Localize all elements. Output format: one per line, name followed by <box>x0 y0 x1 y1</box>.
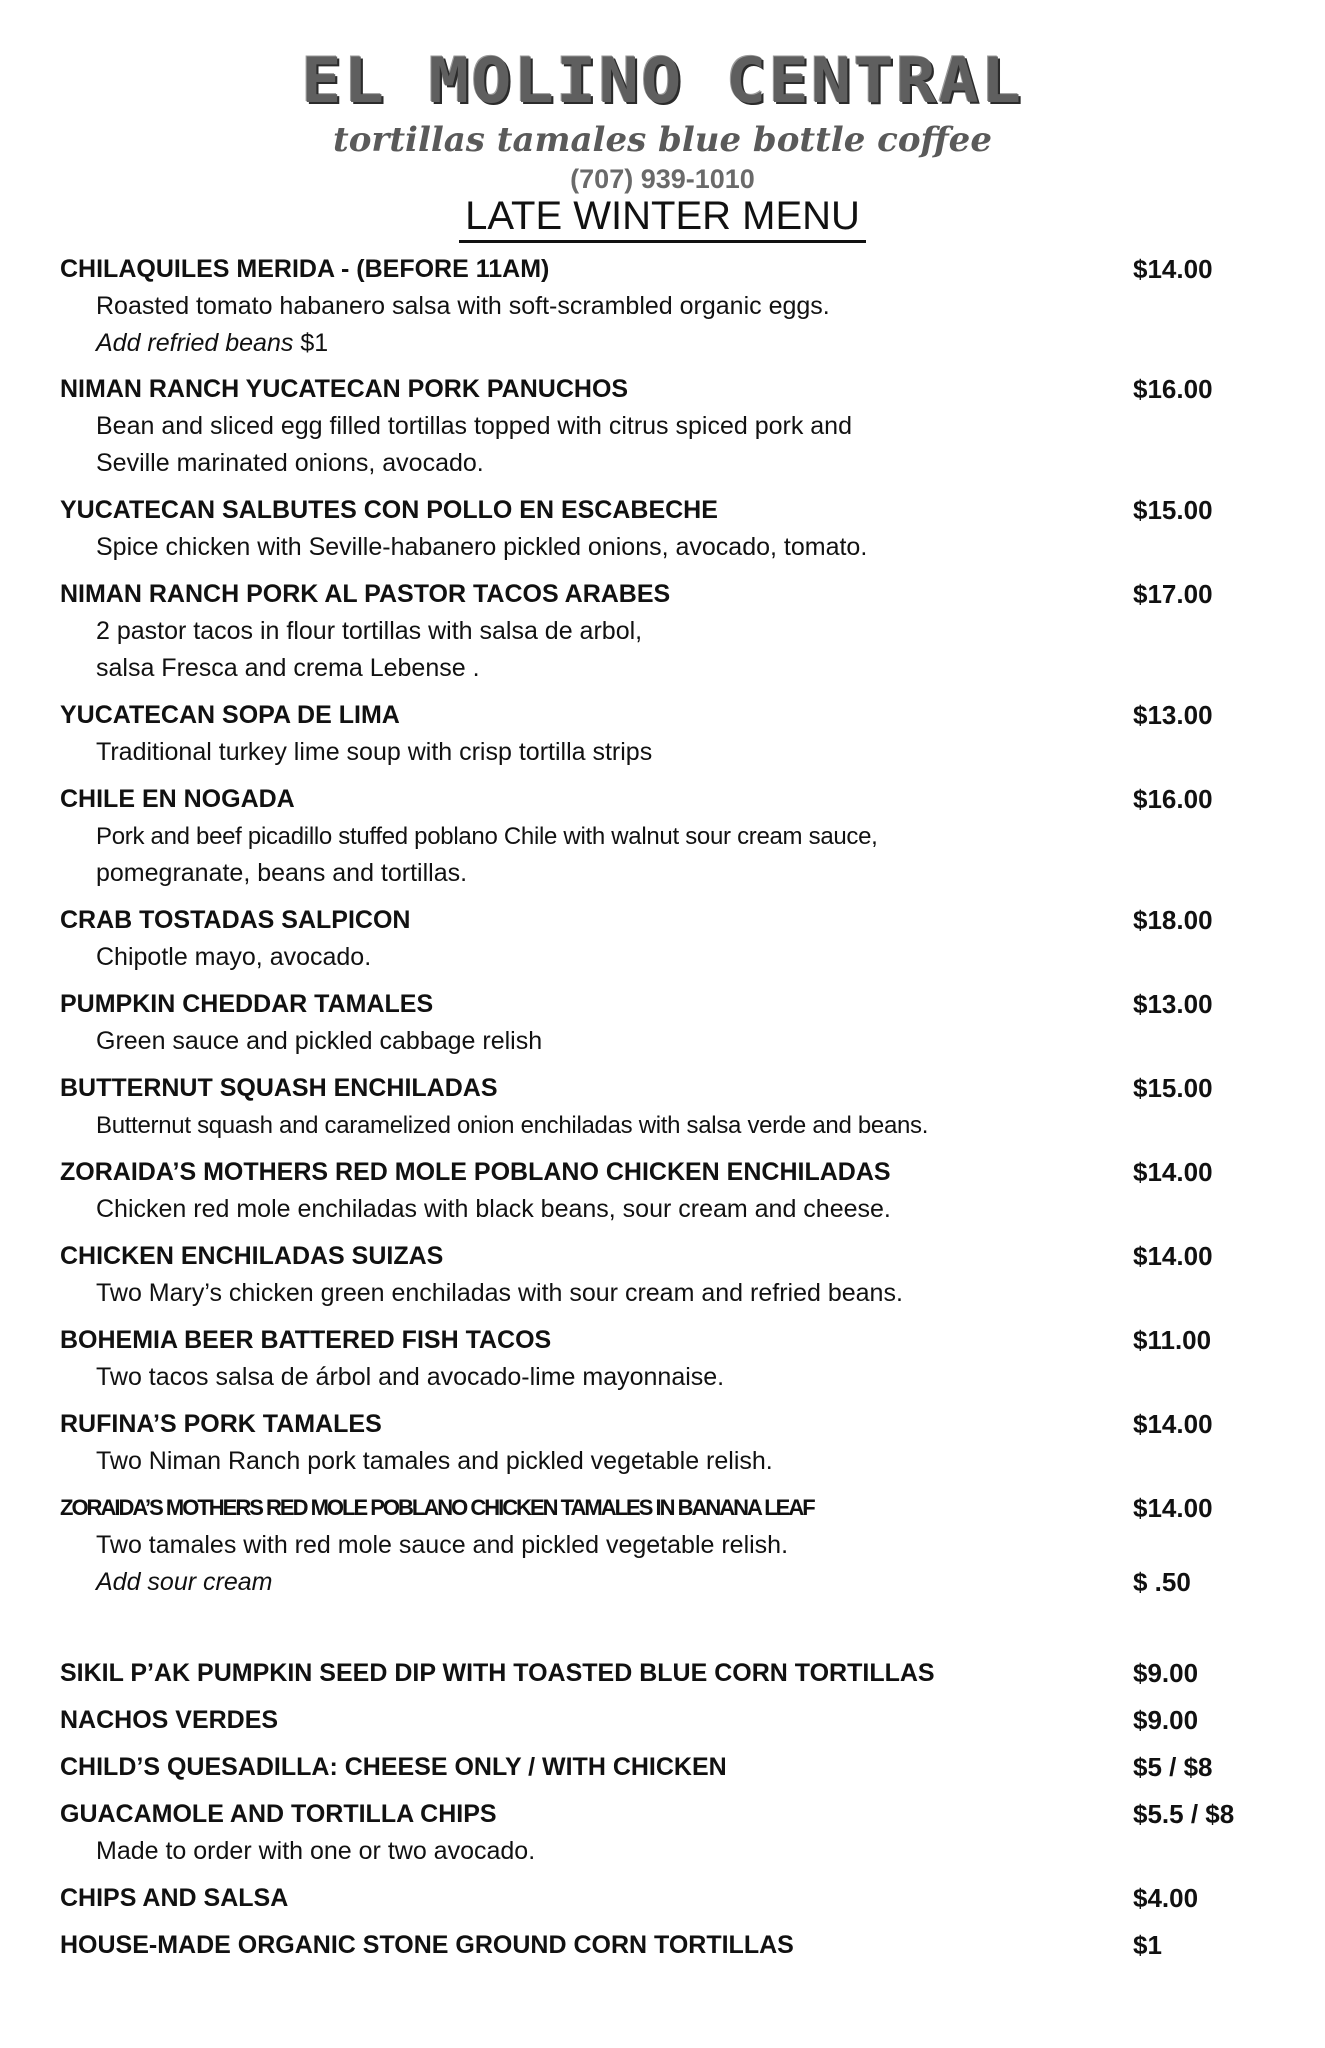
menu-item-name: CHILE EN NOGADA <box>60 785 295 813</box>
addon-price: $1 <box>300 329 329 357</box>
menu-item <box>60 575 1280 687</box>
menu-item-description: Two Niman Ranch pork tamales and pickled vegetable relish. <box>96 1447 773 1475</box>
menu-item <box>60 1153 1280 1228</box>
menu-title: LATE WINTER MENU <box>459 192 866 243</box>
menu-item-description: Green sauce and pickled cabbage relish <box>96 1027 543 1055</box>
extra-item-price: $5 / $8 <box>1133 1752 1213 1782</box>
menu-item-price: $14.00 <box>1133 1409 1213 1439</box>
menu-item-description: Two tacos salsa de árbol and avocado-lime mayonnaise. <box>96 1363 725 1391</box>
menu-item-price: $13.00 <box>1133 989 1213 1019</box>
menu-item-description: Two tamales with red mole sauce and pickled vegetable relish. <box>96 1531 789 1559</box>
menu-item <box>60 1321 1280 1396</box>
addon-price: $ .50 <box>1133 1567 1191 1597</box>
extra-item <box>60 1748 1280 1786</box>
restaurant-logo <box>0 44 1325 194</box>
menu-item-description: salsa Fresca and crema Lebense . <box>96 654 480 682</box>
menu-item-price: $14.00 <box>1133 1241 1213 1271</box>
extra-item <box>60 1795 1280 1870</box>
extra-item-name: CHILD’S QUESADILLA: CHEESE ONLY / WITH CHICKEN <box>60 1753 727 1781</box>
menu-item <box>60 780 1280 892</box>
menu-item <box>60 1069 1280 1144</box>
menu-item-price: $16.00 <box>1133 784 1213 814</box>
extra-item-name: GUACAMOLE AND TORTILLA CHIPS <box>60 1800 497 1828</box>
menu-item <box>60 1237 1280 1312</box>
menu-item-name: NIMAN RANCH YUCATECAN PORK PANUCHOS <box>60 375 629 403</box>
menu-item <box>60 370 1280 482</box>
extra-item-name: CHIPS AND SALSA <box>60 1884 289 1912</box>
menu-heading-container <box>0 192 1325 243</box>
extra-item-price: $5.5 / $8 <box>1133 1799 1235 1829</box>
menu-item-price: $14.00 <box>1133 1493 1213 1523</box>
menu-item-price: $17.00 <box>1133 579 1213 609</box>
menu-item <box>60 901 1280 976</box>
menu-item-addon <box>60 325 1280 362</box>
menu-item-price: $18.00 <box>1133 905 1213 935</box>
extra-item <box>60 1879 1280 1917</box>
extra-item-name: HOUSE-MADE ORGANIC STONE GROUND CORN TORTILLAS <box>60 1931 794 1959</box>
menu-item-addon <box>60 1564 1280 1601</box>
menu-item-name: YUCATECAN SALBUTES CON POLLO EN ESCABECHE <box>60 496 718 524</box>
extra-item-price: $9.00 <box>1133 1658 1199 1688</box>
menu-item-name: YUCATECAN SOPA DE LIMA <box>60 701 400 729</box>
extra-item <box>60 1926 1280 1964</box>
extra-item-name: NACHOS VERDES <box>60 1706 279 1734</box>
menu-item-name: CHICKEN ENCHILADAS SUIZAS <box>60 1242 444 1270</box>
extra-item-price: $4.00 <box>1133 1883 1199 1913</box>
menu-item-name: NIMAN RANCH PORK AL PASTOR TACOS ARABES <box>60 580 671 608</box>
menu-item-description: 2 pastor tacos in flour tortillas with salsa de arbol, <box>96 617 643 645</box>
addon-label: Add sour cream <box>96 1568 273 1596</box>
menu-item <box>60 1405 1280 1480</box>
extra-item-name: SIKIL P’AK PUMPKIN SEED DIP WITH TOASTED BLUE CORN TORTILLAS <box>60 1659 935 1687</box>
menu-item-description: Bean and sliced egg filled tortillas topped with citrus spiced pork and <box>96 412 852 440</box>
menu-item-name: ZORAIDA’S MOTHERS RED MOLE POBLANO CHICKEN ENCHILADAS <box>60 1158 891 1186</box>
menu-item-name: CHILAQUILES MERIDA - (BEFORE 11AM) <box>60 255 550 283</box>
menu-item-name: BUTTERNUT SQUASH ENCHILADAS <box>60 1074 498 1102</box>
menu-item-name: ZORAIDA’S MOTHERS RED MOLE POBLANO CHICKEN TAMALES IN BANANA LEAF <box>60 1495 814 1520</box>
extra-item <box>60 1701 1280 1739</box>
menu-item-description: Chicken red mole enchiladas with black beans, sour cream and cheese. <box>96 1195 891 1223</box>
menu-item-description: Traditional turkey lime soup with crisp tortilla strips <box>96 738 653 766</box>
menu-item-description: pomegranate, beans and tortillas. <box>96 859 468 887</box>
menu-item <box>60 696 1280 771</box>
menu-item-description: Chipotle mayo, avocado. <box>96 943 372 971</box>
restaurant-tagline: tortillas tamales blue bottle coffee <box>333 120 992 160</box>
addon-label: Add refried beans <box>96 329 294 357</box>
menu-item <box>60 491 1280 566</box>
menu-item-price: $13.00 <box>1133 700 1213 730</box>
menu-item-description: Pork and beef picadillo stuffed poblano Chile with walnut sour cream sauce, <box>96 823 878 850</box>
extra-item-price: $1 <box>1133 1930 1162 1960</box>
menu-item <box>60 250 1280 362</box>
menu-item-name: PUMPKIN CHEDDAR TAMALES <box>60 990 434 1018</box>
menu-item-name: BOHEMIA BEER BATTERED FISH TACOS <box>60 1326 552 1354</box>
extra-item <box>60 1654 1280 1692</box>
restaurant-name: EL MOLINO CENTRAL <box>301 44 1024 117</box>
menu-item-price: $16.00 <box>1133 374 1213 404</box>
menu-item-price: $14.00 <box>1133 254 1213 284</box>
menu-item-name: RUFINA’S PORK TAMALES <box>60 1410 382 1438</box>
menu-item-name: CRAB TOSTADAS SALPICON <box>60 906 411 934</box>
menu-item-description: Seville marinated onions, avocado. <box>96 449 484 477</box>
menu-item-price: $11.00 <box>1133 1325 1212 1355</box>
menu-item-description: Butternut squash and caramelized onion enchiladas with salsa verde and beans. <box>96 1112 929 1139</box>
menu-item <box>60 1489 1280 1601</box>
menu-item-description: Roasted tomato habanero salsa with soft-scrambled organic eggs. <box>96 292 830 320</box>
restaurant-phone: (707) 939-1010 <box>570 164 755 194</box>
menu-item-price: $15.00 <box>1133 495 1213 525</box>
menu-item <box>60 985 1280 1060</box>
extra-item-description: Made to order with one or two avocado. <box>96 1837 536 1865</box>
menu-item-price: $15.00 <box>1133 1073 1213 1103</box>
menu-item-description: Two Mary’s chicken green enchiladas with sour cream and refried beans. <box>96 1279 903 1307</box>
extra-item-price: $9.00 <box>1133 1705 1199 1735</box>
menu-item-description: Spice chicken with Seville-habanero pickled onions, avocado, tomato. <box>96 533 868 561</box>
menu-item-price: $14.00 <box>1133 1157 1213 1187</box>
